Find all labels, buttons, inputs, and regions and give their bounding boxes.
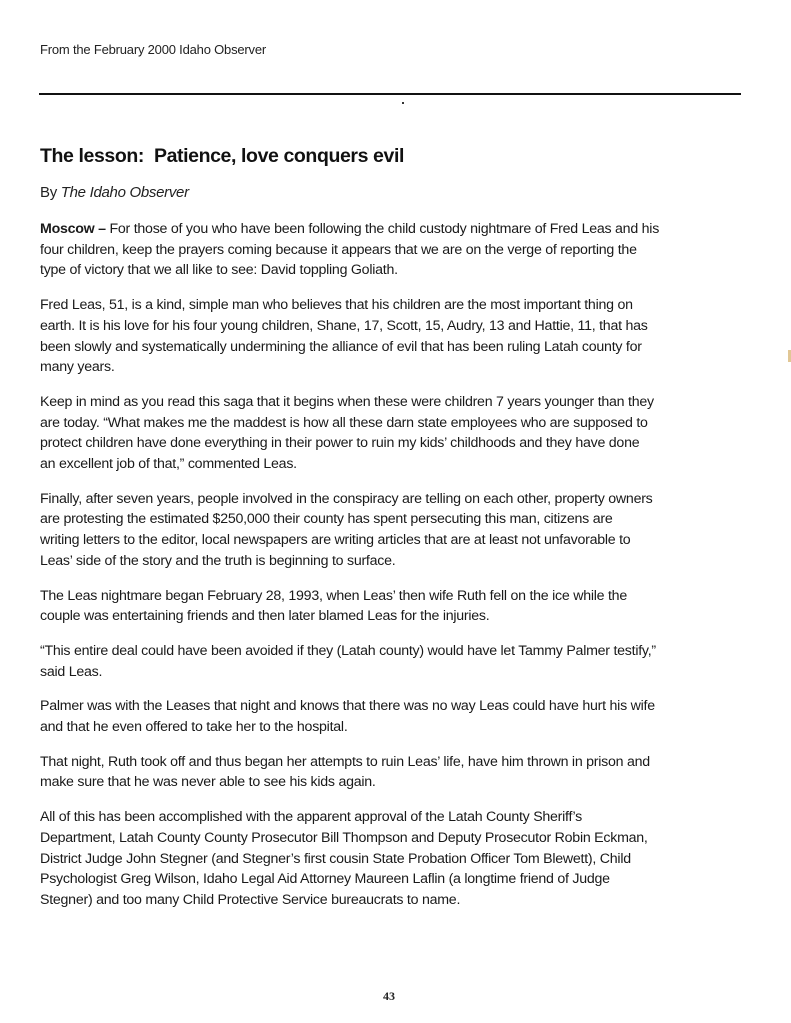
source-line: From the February 2000 Idaho Observer — [40, 42, 266, 57]
paragraph-2: Fred Leas, 51, is a kind, simple man who believes that his children are the most important thing on earth. It is his love for his four young children, Shane, 17, Scott, 15, Audry, 13 and Hattie, 11, that has been slowly and systematically undermining the alliance of evil that has been ruling Latah county for many years. — [40, 297, 648, 376]
paragraph-6: “This entire deal could have been avoided if they (Latah county) would have let Tammy Palmer testify,” said Leas. — [40, 642, 656, 680]
scan-speck — [402, 102, 404, 104]
byline-publication: The Idaho Observer — [60, 184, 189, 201]
paragraph-3: Keep in mind as you read this saga that it begins when these were children 7 years younger than they are today. “What makes me the maddest is how all these darn state employees who are supposed to protect children have done everything in their power to ruin my kids’ childhoods and they have done an excellent job of that,” commented Leas. — [40, 393, 654, 473]
article-byline — [40, 184, 189, 201]
page-number: 43 — [383, 989, 395, 1003]
paragraph-8: That night, Ruth took off and thus began her attempts to ruin Leas’ life, have him thrown in prison and make sure that he was never able to see his kids again. — [40, 753, 650, 791]
paragraph-1-text: For those of you who have been following the child custody nightmare of Fred Leas and his four children, keep the prayers coming because it appears that we are on the verge of reporting the type of victory that we all like to see: David toppling Goliath. — [40, 221, 660, 279]
paragraph-9: All of this has been accomplished with the apparent approval of the Latah County Sheriff’s Department, Latah County County Prosecutor Bill Thompson and Deputy Prosecutor Robin Eckman, District Judge John Stegner (and Stegner’s first cousin State Probation Officer Tom Blewett), Child Psychologist Greg Wilson, Idaho Legal Aid Attorney Maureen Laflin (a longtime friend of Judge Stegner) and too many Child Protective Service bureaucrats to name. — [40, 809, 648, 908]
header-rule — [39, 93, 741, 95]
paragraph-4: Finally, after seven years, people involved in the conspiracy are telling on each other, property owners are protesting the estimated $250,000 their county has spent persecuting this man, citizens are writing letters to the editor, local newspapers are writing articles that are at least not unfavorable to Leas’ side of the story and the truth is beginning to surface. — [40, 490, 653, 569]
paragraph-1 — [40, 219, 750, 281]
article-headline: The lesson: Patience, love conquers evil — [40, 145, 404, 167]
byline-prefix: By — [40, 184, 61, 201]
paragraph-5: The Leas nightmare began February 28, 1993, when Leas’ then wife Ruth fell on the ice while the couple was entertaining friends and then later blamed Leas for the injuries. — [40, 587, 627, 625]
article-body — [40, 219, 750, 925]
dateline: Moscow – — [40, 221, 106, 237]
paragraph-7: Palmer was with the Leases that night and knows that there was no way Leas could have hurt his wife and that he even offered to take her to the hospital. — [40, 698, 655, 736]
